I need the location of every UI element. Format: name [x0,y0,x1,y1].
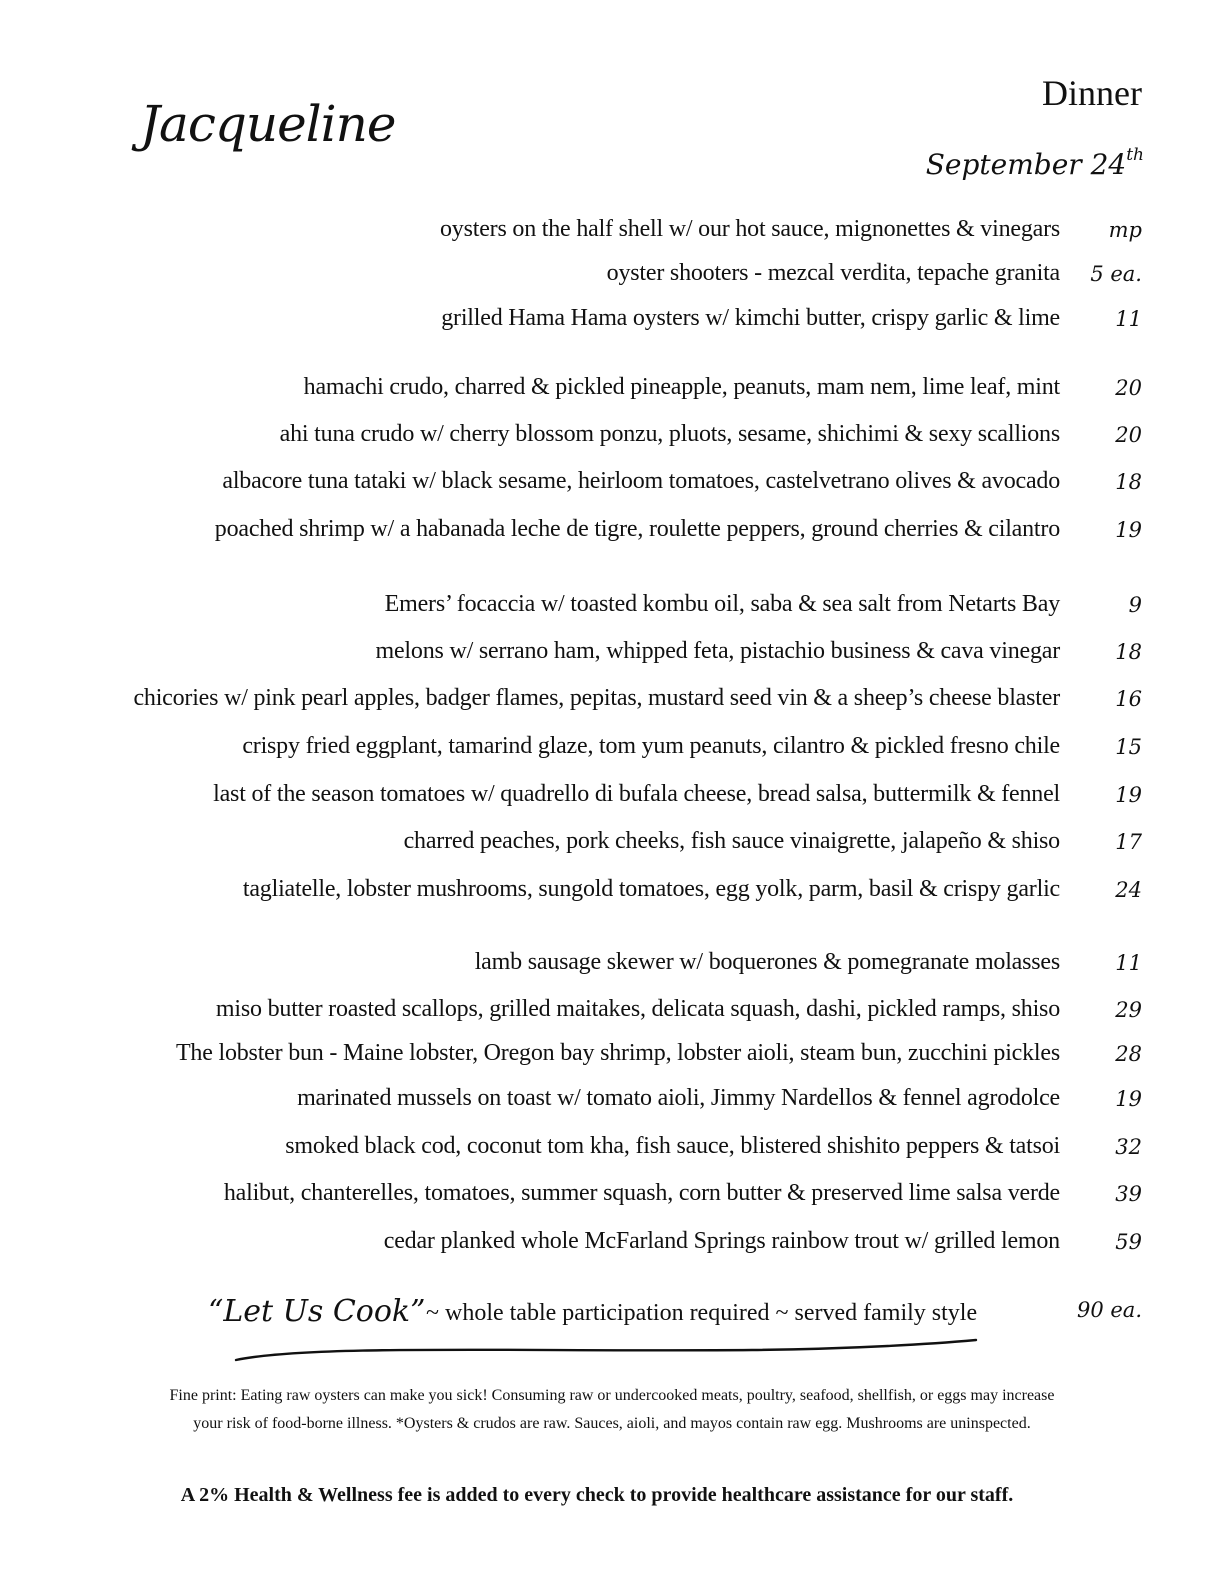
menu-item-price: 28 [1115,1042,1142,1066]
menu-item [0,421,1224,457]
menu-item-description: marinated mussels on toast w/ tomato aioli, Jimmy Nardellos & fennel agrodolce [297,1085,1060,1111]
date-text: September 24 [925,148,1127,181]
menu-item-description: charred peaches, pork cheeks, fish sauce vinaigrette, jalapeño & shiso [403,828,1060,854]
menu-item [0,1133,1224,1169]
menu-item-description: cedar planked whole McFarland Springs rainbow trout w/ grilled lemon [383,1228,1060,1254]
menu-item-description: tagliatelle, lobster mushrooms, sungold tomatoes, egg yolk, parm, basil & crispy garlic [242,876,1060,902]
menu-item-description: poached shrimp w/ a habanada leche de tigre, roulette peppers, ground cherries & cilantro [214,516,1060,542]
menu-item-price: 20 [1115,376,1142,400]
menu-item [0,1228,1224,1264]
menu-item [0,828,1224,864]
menu-item [0,591,1224,627]
fee-notice: A 2% Health & Wellness fee is added to every check to provide healthcare assistance for our staff. [180,1484,1014,1506]
menu-item [0,260,1224,296]
menu-item-description: melons w/ serrano ham, whipped feta, pistachio business & cava vinegar [375,638,1060,664]
menu-item-price: 5 ea. [1090,262,1142,286]
menu-item-price: 16 [1115,687,1142,711]
fine-print-line: Fine print: Eating raw oysters can make you sick! Consuming raw or undercooked meats, poultry, seafood, shellfish, or eggs may increase [169,1387,1055,1404]
let-us-cook-row [0,1294,1224,1338]
menu-item [0,733,1224,769]
menu-item [0,996,1224,1032]
menu-item [0,468,1224,504]
menu-item-description: grilled Hama Hama oysters w/ kimchi butter, crispy garlic & lime [441,305,1060,331]
let-us-cook-description: ~ whole table participation required ~ served family style [426,1300,978,1326]
menu-item-price: 24 [1115,878,1142,902]
menu-item [0,516,1224,552]
menu-item-description: chicories w/ pink pearl apples, badger flames, pepitas, mustard seed vin & a sheep’s cheese blaster [133,685,1060,711]
menu-item-price: 32 [1115,1135,1142,1159]
menu-item-description: last of the season tomatoes w/ quadrello di bufala cheese, bread salsa, buttermilk & fennel [213,781,1060,807]
menu-item-description: smoked black cod, coconut tom kha, fish sauce, blistered shishito peppers & tatsoi [285,1133,1060,1159]
menu-item [0,216,1224,252]
menu-item-description: hamachi crudo, charred & pickled pineapple, peanuts, mam nem, lime leaf, mint [303,374,1060,400]
page-title: Dinner [1042,73,1142,113]
menu-item [0,1040,1224,1076]
menu-item-price: 59 [1115,1230,1142,1254]
menu-item-price: 39 [1115,1182,1142,1206]
menu-item-description: oysters on the half shell w/ our hot sauce, mignonettes & vinegars [440,216,1060,242]
menu-item [0,374,1224,410]
menu-item [0,781,1224,817]
menu-item-description: crispy fried eggplant, tamarind glaze, tom yum peanuts, cilantro & pickled fresno chile [242,733,1060,759]
menu-item-description: albacore tuna tataki w/ black sesame, heirloom tomatoes, castelvetrano olives & avocado [222,468,1060,494]
fine-print-line: your risk of food-borne illness. *Oysters & crudos are raw. Sauces, aioli, and mayos contain raw egg. Mushrooms are uninspected. [193,1415,1031,1432]
menu-item-price: 18 [1115,640,1142,664]
menu-item [0,305,1224,341]
menu-item-price: 9 [1128,593,1142,617]
menu-item-price: 29 [1115,998,1142,1022]
menu-date [925,144,1144,181]
restaurant-logo: Jacqueline [140,95,396,153]
menu-item [0,638,1224,674]
menu-item-description: Emers’ focaccia w/ toasted kombu oil, saba & sea salt from Netarts Bay [384,591,1060,617]
menu-item-price: 19 [1115,518,1142,542]
menu-item-price: 17 [1115,830,1142,854]
menu-item [0,1085,1224,1121]
fine-print [112,1382,1112,1438]
menu-item [0,876,1224,912]
menu-item-price: 15 [1115,735,1142,759]
menu-item-price: 19 [1115,1087,1142,1111]
menu-item-description: miso butter roasted scallops, grilled maitakes, delicata squash, dashi, pickled ramps, shiso [215,996,1060,1022]
date-suffix: th [1126,144,1144,165]
menu-item [0,949,1224,985]
menu-item-price: 11 [1115,307,1142,331]
menu-item-price: 20 [1115,423,1142,447]
menu-item-description: lamb sausage skewer w/ boquerones & pomegranate molasses [474,949,1060,975]
menu-item-description: ahi tuna crudo w/ cherry blossom ponzu, pluots, sesame, shichimi & sexy scallions [279,421,1060,447]
menu-item-description: oyster shooters - mezcal verdita, tepache granita [606,260,1060,286]
menu-item-description: halibut, chanterelles, tomatoes, summer squash, corn butter & preserved lime salsa verde [223,1180,1060,1206]
menu-item-description: The lobster bun - Maine lobster, Oregon bay shrimp, lobster aioli, steam bun, zucchini pickles [175,1040,1060,1066]
menu-item [0,1180,1224,1216]
menu-item [0,685,1224,721]
menu-item-price: 11 [1115,951,1142,975]
let-us-cook-title: “Let Us Cook” [208,1294,426,1329]
menu-item-price: 18 [1115,470,1142,494]
menu-item-price: mp [1108,218,1142,242]
decorative-swash [232,1338,982,1368]
let-us-cook-price: 90 ea. [1076,1298,1142,1322]
menu-item-price: 19 [1115,783,1142,807]
